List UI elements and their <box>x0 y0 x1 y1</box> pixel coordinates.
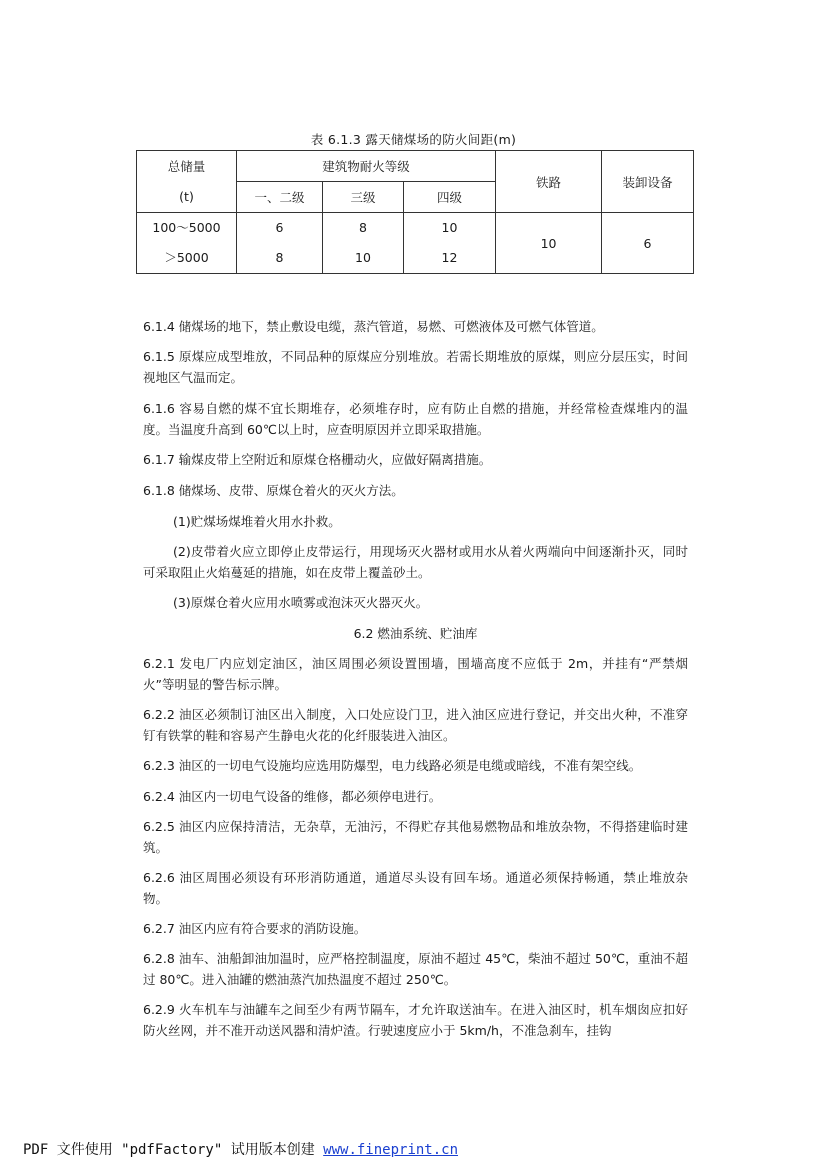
clause-6-2-4: 6.2.4 油区内一切电气设备的维修，都必须停电进行。 <box>143 789 442 804</box>
section-heading-6-2: 6.2 燃油系统、贮油库 <box>353 626 478 641</box>
row-2-total: ＞5000 <box>164 250 209 265</box>
clause-6-2-8: 6.2.8 油车、油船卸油加温时，应严格控制温度，原油不超过 45℃，柴油不超过 50℃，重油不超过 80℃。进入油罐的燃油蒸汽加热温度不超过 250℃。 <box>143 951 688 987</box>
row-1-level-1-2: 6 <box>275 220 284 235</box>
header-level-3: 三级 <box>323 182 404 213</box>
row-1-level-3: 8 <box>359 220 367 235</box>
header-total: 总储量 <box>137 151 237 182</box>
table-caption: 表 6.1.3 露天储煤场的防火间距(m) <box>310 132 517 147</box>
header-level-4: 四级 <box>404 182 496 213</box>
row-1-total: 100～5000 <box>152 220 221 235</box>
clause-6-2-9: 6.2.9 火车机车与油罐车之间至少有两节隔车，才允许取送油车。在进入油区时，机车烟囱应扣好防火丝网，并不准开动送风器和清炉渣。行驶速度应小于 5km/h，不准急刹车，挂钩 <box>143 1002 688 1038</box>
clause-6-2-6: 6.2.6 油区周围必须设有环形消防通道，通道尽头设有回车场。通道必须保持畅通，禁止堆放杂物。 <box>143 870 688 906</box>
clause-6-1-4: 6.1.4 储煤场的地下，禁止敷设电缆，蒸汽管道，易燃、可燃液体及可燃气体管道。 <box>143 319 604 334</box>
clause-6-2-1: 6.2.1 发电厂内应划定油区，油区周围必须设置围墙，围墙高度不应低于 2m，并挂有“严禁烟火”等明显的警告标示牌。 <box>143 656 688 692</box>
row-1-level-4: 10 <box>441 220 458 235</box>
header-fire-rating: 建筑物耐火等级 <box>237 151 496 182</box>
method-1: (1)贮煤场煤堆着火用水扑救。 <box>173 514 341 529</box>
fire-distance-table <box>136 150 694 274</box>
loading-equipment-value: 6 <box>602 213 694 274</box>
pdf-footer-notice <box>23 1139 458 1159</box>
clause-6-2-3: 6.2.3 油区的一切电气设施均应选用防爆型，电力线路必须是电缆或暗线，不准有架空线。 <box>143 758 642 773</box>
clause-6-1-5: 6.1.5 原煤应成型堆放，不同品种的原煤应分别堆放。若需长期堆放的原煤，则应分层压实，时间视地区气温而定。 <box>143 349 688 385</box>
row-2-level-1-2: 8 <box>275 250 284 265</box>
row-2-level-4: 12 <box>441 250 458 265</box>
header-loading-equipment: 装卸设备 <box>602 151 694 213</box>
table-cell-total <box>137 213 237 274</box>
fineprint-link[interactable]: www.fineprint.cn <box>323 1142 459 1158</box>
table-cell-level-4 <box>404 213 496 274</box>
clause-6-2-5: 6.2.5 油区内应保持清洁，无杂草，无油污，不得贮存其他易燃物品和堆放杂物，不得搭建临时建筑。 <box>143 819 688 855</box>
footer-text: PDF 文件使用 "pdfFactory" 试用版本创建 <box>23 1142 324 1158</box>
method-3: (3)原煤仓着火应用水喷雾或泡沫灭火器灭火。 <box>173 595 429 610</box>
clause-6-2-2: 6.2.2 油区必须制订油区出入制度，入口处应设门卫，进入油区应进行登记，并交出火种，不准穿钉有铁掌的鞋和容易产生静电火花的化纤服装进入油区。 <box>143 707 688 743</box>
row-2-level-3: 10 <box>355 250 371 265</box>
table-cell-level-1-2 <box>237 213 323 274</box>
method-2: (2)皮带着火应立即停止皮带运行，用现场灭火器材或用水从着火两端向中间逐渐扑灭，同时可采取阻止火焰蔓延的措施，如在皮带上覆盖砂土。 <box>143 544 688 580</box>
header-level-1-2: 一、二级 <box>237 182 323 213</box>
table-cell-level-3 <box>323 213 404 274</box>
header-unit: (t) <box>137 182 237 213</box>
clause-6-2-7: 6.2.7 油区内应有符合要求的消防设施。 <box>143 921 367 936</box>
clause-6-1-8: 6.1.8 储煤场、皮带、原煤仓着火的灭火方法。 <box>143 483 404 498</box>
clause-6-1-6: 6.1.6 容易自燃的煤不宜长期堆存，必须堆存时，应有防止自燃的措施，并经常检查煤堆内的温度。当温度升高到 60℃以上时，应查明原因并立即采取措施。 <box>143 401 688 437</box>
header-railway: 铁路 <box>496 151 602 213</box>
railway-value: 10 <box>496 213 602 274</box>
clause-6-1-7: 6.1.7 输煤皮带上空附近和原煤仓格栅动火，应做好隔离措施。 <box>143 452 492 467</box>
